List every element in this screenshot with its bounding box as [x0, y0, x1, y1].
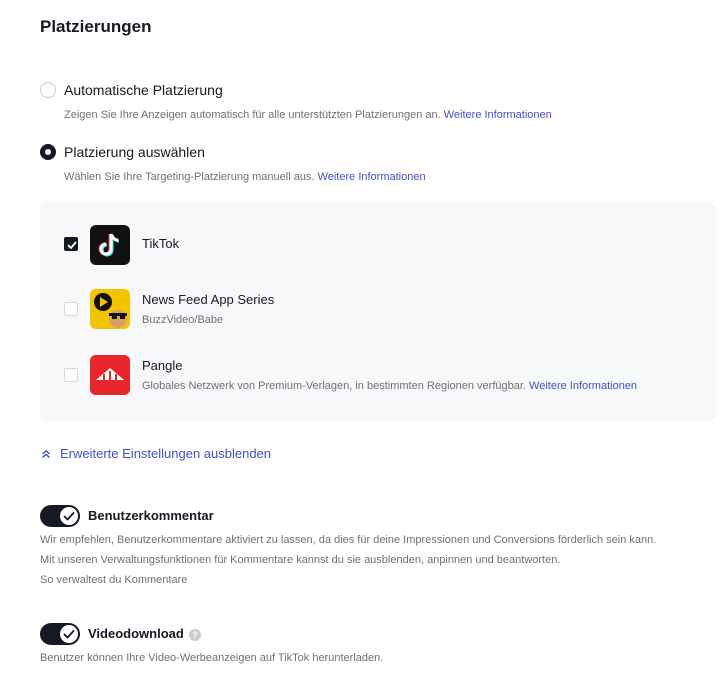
learn-more-link[interactable]: Weitere Informationen: [443, 109, 552, 121]
news-feed-checkbox[interactable]: [64, 302, 78, 316]
platform-subtitle: Globales Netzwerk von Premium-Verlagen, in bestimmten Regionen verfügbar. Weitere Informationen: [142, 380, 638, 392]
placement-panel: [40, 201, 716, 421]
radio-automatic-placement[interactable]: [40, 82, 223, 98]
radio-label: Platzierung auswählen: [64, 144, 205, 160]
toggle-knob: [60, 625, 78, 643]
platform-row-news-feed[interactable]: [40, 289, 716, 331]
automatic-placement-description: Zeigen Sie Ihre Anzeigen automatisch für alle unterstützten Platzierungen an. Weitere Informationen: [64, 109, 552, 121]
platform-subtitle: BuzzVideo/Babe: [142, 314, 224, 326]
video-download-description: Benutzer können Ihre Video-Werbeanzeigen auf TikTok herunterladen.: [40, 652, 384, 664]
radio-button[interactable]: [40, 82, 56, 98]
tiktok-checkbox[interactable]: [64, 237, 78, 251]
double-chevron-up-icon: [40, 448, 52, 460]
user-comment-description-2: Mit unseren Verwaltungsfunktionen für Kommentare kannst du sie ausblenden, anpinnen und beantworten.: [40, 554, 561, 566]
user-comment-toggle[interactable]: [40, 505, 80, 527]
select-placement-description: Wählen Sie Ihre Targeting-Platzierung manuell aus. Weitere Informationen: [64, 171, 426, 183]
user-comment-label: Benutzerkommentar: [88, 508, 214, 523]
page-title: Platzierungen: [40, 17, 152, 36]
hide-advanced-settings-button[interactable]: [40, 446, 271, 461]
check-icon: [63, 629, 75, 639]
news-feed-icon: [90, 289, 130, 329]
help-icon[interactable]: ?: [189, 629, 201, 641]
check-icon: [63, 511, 75, 521]
tiktok-icon: [90, 225, 130, 265]
advanced-settings-label: Erweiterte Einstellungen ausblenden: [60, 446, 272, 461]
learn-more-link[interactable]: Weitere Informationen: [529, 380, 638, 392]
toggle-knob: [60, 507, 78, 525]
pangle-checkbox[interactable]: [64, 368, 78, 382]
check-icon: [66, 239, 78, 251]
learn-more-link[interactable]: Weitere Informationen: [317, 171, 426, 183]
platform-name: Pangle: [142, 358, 183, 373]
pangle-icon: [90, 355, 130, 395]
platform-row-tiktok[interactable]: [40, 225, 716, 267]
radio-select-placement[interactable]: [40, 144, 205, 160]
user-comment-description-1: Wir empfehlen, Benutzerkommentare aktiviert zu lassen, da dies für deine Impressionen und Conversions förderlich sein kann.: [40, 534, 657, 546]
video-download-toggle[interactable]: [40, 623, 80, 645]
platform-name: News Feed App Series: [142, 292, 275, 307]
platform-name: TikTok: [142, 236, 180, 251]
platform-row-pangle[interactable]: [40, 355, 716, 397]
radio-label: Automatische Platzierung: [64, 82, 223, 98]
radio-button-selected[interactable]: [40, 144, 56, 160]
manage-comments-link[interactable]: So verwaltest du Kommentare: [40, 574, 188, 586]
video-download-label: Videodownload ?: [88, 626, 201, 641]
